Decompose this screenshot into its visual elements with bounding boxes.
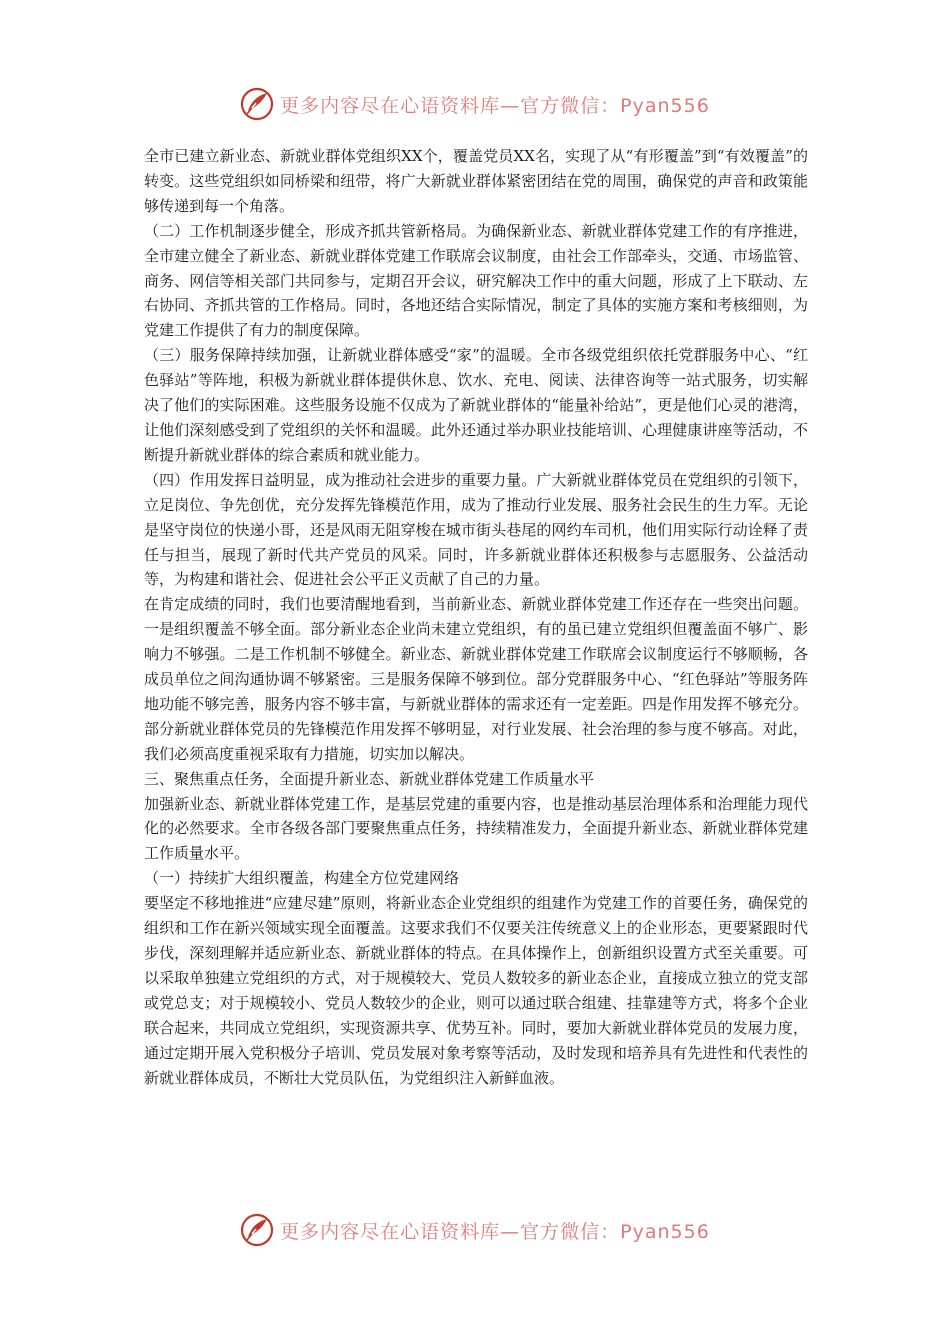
paragraph: 要坚定不移地推进“应建尽建”原则，将新业态企业党组织的组建作为党建工作的首要任务，确保党的组织和工作在新兴领域实现全面覆盖。这要求我们不仅要关注传统意义上的企业形态，更要紧跟时代步伐，深刻理解并适应新业态、新就业群体的特点。在具体操作上，创新组织设置方式至关重要。可以采取单独建立党组织的方式，对于规模较大、党员人数较多的新业态企业，直接成立独立的党支部或党总支；对于规模较小、党员人数较少的企业，则可以通过联合组建、挂靠建等方式，将多个企业联合起来，共同成立党组织，实现资源共享、优势互补。同时，要加大新就业群体党员的发展力度，通过定期开展入党积极分子培训、党员发展对象考察等活动，及时发现和培养具有先进性和代表性的新就业群体成员，不断壮大党员队伍，为党组织注入新鲜血液。 <box>144 894 808 1087</box>
watermark-text: 更多内容尽在心语资料库—官方微信：Pyan556 <box>280 94 710 117</box>
header-watermark-banner <box>0 84 950 124</box>
paragraph: （三）服务保障持续加强，让新就业群体感受“家”的温暖。全市各级党组织依托党群服务中心、“红色驿站”等阵地，积极为新就业群体提供休息、饮水、充电、阅读、法律咨询等一站式服务，切实解决了他们的实际困难。这些服务设施不仅成为了新就业群体的“能量补给站”，更是他们心灵的港湾，让他们深刻感受到了党组织的关怀和温暖。此外还通过举办职业技能培训、心理健康讲座等活动，不断提升新就业群体的综合素质和就业能力。 <box>144 346 808 464</box>
paragraph: 加强新业态、新就业群体党建工作，是基层党建的重要内容，也是推动基层治理体系和治理能力现代化的必然要求。全市各级各部门要聚焦重点任务，持续精准发力，全面提升新业态、新就业群体党建工作质量水平。 <box>144 794 808 863</box>
quill-logo-icon <box>240 87 274 121</box>
footer-watermark-banner <box>0 1210 950 1250</box>
quill-logo-icon <box>240 1213 274 1247</box>
document-body <box>144 144 808 1090</box>
paragraph: 在肯定成绩的同时，我们也要清醒地看到，当前新业态、新就业群体党建工作还存在一些突出问题。一是组织覆盖不够全面。部分新业态企业尚未建立党组织，有的虽已建立党组织但覆盖面不够广、影响力不够强。二是工作机制不够健全。新业态、新就业群体党建工作联席会议制度运行不够顺畅，各成员单位之间沟通协调不够紧密。三是服务保障不够到位。部分党群服务中心、“红色驿站”等服务阵地功能不够完善，服务内容不够丰富，与新就业群体的需求还有一定差距。四是作用发挥不够充分。部分新就业群体党员的先锋模范作用发挥不够明显，对行业发展、社会治理的参与度不够高。对此，我们必须高度重视采取有力措施，切实加以解决。 <box>144 595 808 763</box>
paragraph: 全市已建立新业态、新就业群体党组织XX个，覆盖党员XX名，实现了从“有形覆盖”到“有效覆盖”的转变。这些党组织如同桥梁和纽带，将广大新就业群体紧密团结在党的周围，确保党的声音和政策能够传递到每一个角落。 <box>144 147 808 215</box>
paragraph: （二）工作机制逐步健全，形成齐抓共管新格局。为确保新业态、新就业群体党建工作的有序推进，全市建立健全了新业态、新就业群体党建工作联席会议制度，由社会工作部牵头，交通、市场监管、商务、网信等相关部门共同参与，定期召开会议，研究解决工作中的重大问题，形成了上下联动、左右协同、齐抓共管的工作格局。同时，各地还结合实际情况，制定了具体的实施方案和考核细则，为党建工作提供了有力的制度保障。 <box>144 221 808 340</box>
watermark-text: 更多内容尽在心语资料库—官方微信：Pyan556 <box>280 1220 710 1243</box>
section-heading: 三、聚焦重点任务，全面提升新业态、新就业群体党建工作质量水平 <box>144 769 595 788</box>
paragraph: （四）作用发挥日益明显，成为推动社会进步的重要力量。广大新就业群体党员在党组织的引领下，立足岗位、争先创优，充分发挥先锋模范作用，成为了推动行业发展、服务社会民生的生力军。无论是坚守岗位的快递小哥，还是风雨无阻穿梭在城市街头巷尾的网约车司机，他们用实际行动诠释了责任与担当，展现了新时代共产党员的风采。同时，许多新就业群体还积极参与志愿服务、公益活动等，为构建和谐社会、促进社会公平正义贡献了自己的力量。 <box>144 470 808 589</box>
subsection-heading: （一）持续扩大组织覆盖，构建全方位党建网络 <box>144 869 460 888</box>
